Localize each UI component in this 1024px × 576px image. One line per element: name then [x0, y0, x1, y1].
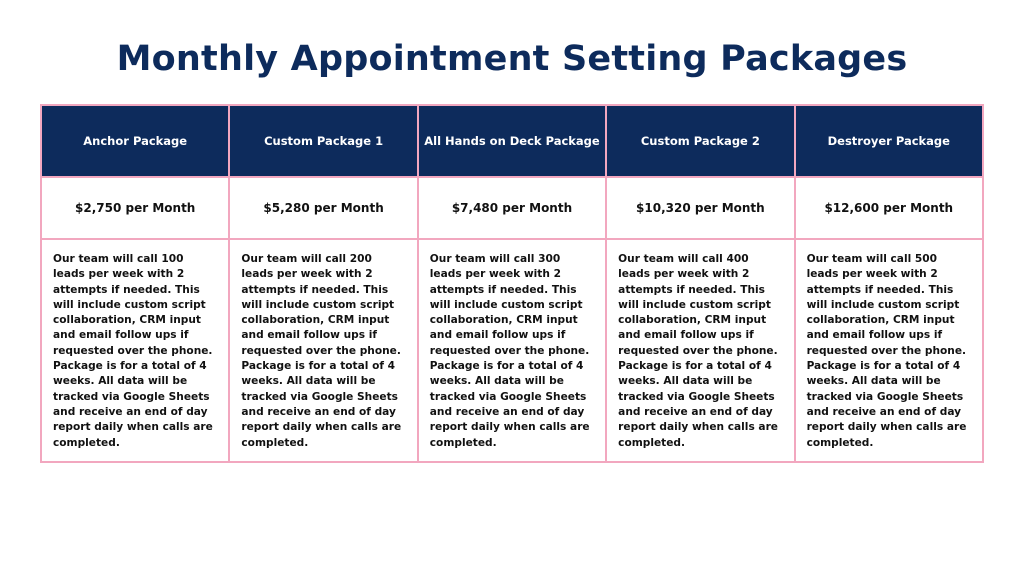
- package-name-destroyer: Destroyer Package: [795, 105, 983, 177]
- package-name-custom-2: Custom Package 2: [606, 105, 794, 177]
- package-description-custom-2: Our team will call 400 leads per week with 2 attempts if needed. This will include custom script collaboration, CRM input and email follow ups if requested over the phone. Package is for a total of 4 weeks. All data will be tracked via Google Sheets and receive an end of day report daily when calls are completed.: [606, 239, 794, 462]
- package-name-anchor: Anchor Package: [41, 105, 229, 177]
- package-description-custom-1: Our team will call 200 leads per week with 2 attempts if needed. This will include custom script collaboration, CRM input and email follow ups if requested over the phone. Package is for a total of 4 weeks. All data will be tracked via Google Sheets and receive an end of day report daily when calls are completed.: [229, 239, 417, 462]
- package-price-custom-1: $5,280 per Month: [229, 177, 417, 239]
- package-name-custom-1: Custom Package 1: [229, 105, 417, 177]
- package-price-all-hands: $7,480 per Month: [418, 177, 606, 239]
- package-description-anchor: Our team will call 100 leads per week with 2 attempts if needed. This will include custom script collaboration, CRM input and email follow ups if requested over the phone. Package is for a total of 4 weeks. All data will be tracked via Google Sheets and receive an end of day report daily when calls are completed.: [41, 239, 229, 462]
- package-price-custom-2: $10,320 per Month: [606, 177, 794, 239]
- package-description-row: [41, 239, 983, 462]
- package-price-row: [41, 177, 983, 239]
- package-price-destroyer: $12,600 per Month: [795, 177, 983, 239]
- page-title: Monthly Appointment Setting Packages: [116, 39, 908, 79]
- package-price-anchor: $2,750 per Month: [41, 177, 229, 239]
- package-description-destroyer: Our team will call 500 leads per week with 2 attempts if needed. This will include custom script collaboration, CRM input and email follow ups if requested over the phone. Package is for a total of 4 weeks. All data will be tracked via Google Sheets and receive an end of day report daily when calls are completed.: [795, 239, 983, 462]
- package-name-row: [41, 105, 983, 177]
- packages-table: [40, 104, 984, 463]
- package-description-all-hands: Our team will call 300 leads per week with 2 attempts if needed. This will include custom script collaboration, CRM input and email follow ups if requested over the phone. Package is for a total of 4 weeks. All data will be tracked via Google Sheets and receive an end of day report daily when calls are completed.: [418, 239, 606, 462]
- package-name-all-hands: All Hands on Deck Package: [418, 105, 606, 177]
